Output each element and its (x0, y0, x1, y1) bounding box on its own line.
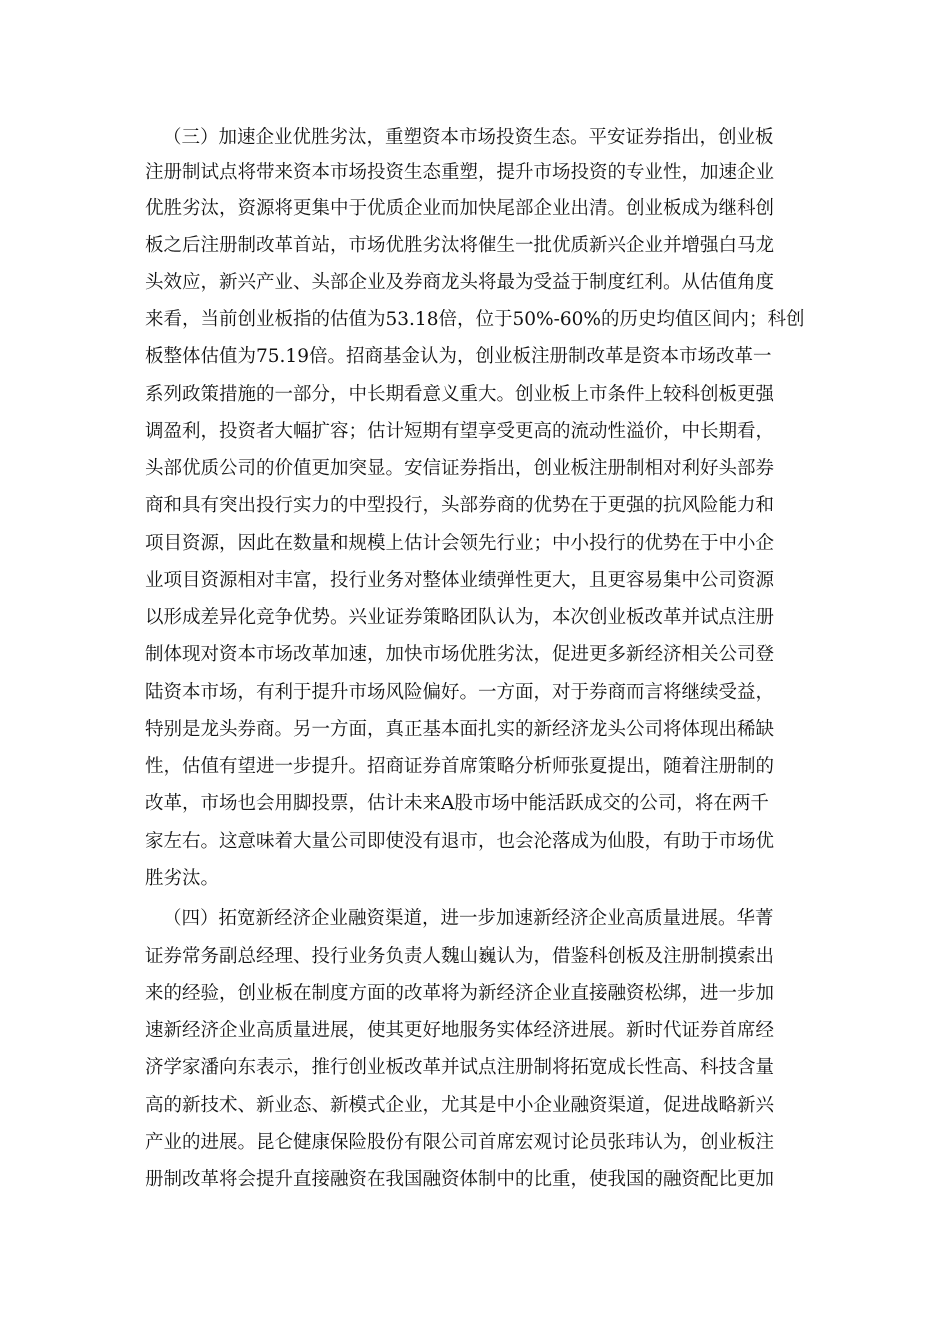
text-line: 项目资源，因此在数量和规模上估计会领先行业；中小投行的优势在于中小企 (145, 533, 775, 554)
text-line: 速新经济企业高质量进展，使其更好地服务实体经济进展。新时代证券首席经 (145, 1020, 775, 1041)
text-line: （四）拓宽新经济企业融资渠道，进一步加速新经济企业高质量进展。华菁 (163, 908, 774, 929)
text-line: 册制改革将会提升直接融资在我国融资体制中的比重，使我国的融资配比更加 (145, 1169, 775, 1190)
text-line: 陆资本市场，有利于提升市场风险偏好。一方面，对于券商而言将继续受益， (145, 682, 775, 703)
text-line: 板整体估值为75.19倍。招商基金认为，创业板注册制改革是资本市场改革一 (145, 346, 772, 367)
text-line: 调盈利，投资者大幅扩容；估计短期有望享受更高的流动性溢价，中长期看， (145, 421, 775, 442)
text-line: 改革，市场也会用脚投票，估计未来A股市场中能活跃成交的公司，将在两千 (145, 793, 769, 814)
text-line: 系列政策措施的一部分，中长期看意义重大。创业板上市条件上较科创板更强 (145, 384, 775, 405)
text-line: 胜劣汰。 (145, 868, 220, 889)
text-line: 头部优质公司的价值更加突显。安信证券指出，创业板注册制相对利好头部券 (145, 458, 775, 479)
text-line: 业项目资源相对丰富，投行业务对整体业绩弹性更大，且更容易集中公司资源 (145, 570, 775, 591)
text-line: 家左右。这意味着大量公司即使没有退市，也会沦落成为仙股，有助于市场优 (145, 831, 775, 852)
text-line: 来看，当前创业板指的估值为53.18倍，位于50%-60%的历史均值区间内；科创 (145, 309, 805, 330)
text-line: 产业的进展。昆仑健康保险股份有限公司首席宏观讨论员张玮认为，创业板注 (145, 1132, 775, 1153)
text-line: 注册制试点将带来资本市场投资生态重塑，提升市场投资的专业性，加速企业 (145, 162, 775, 183)
text-line: 特别是龙头券商。另一方面，真正基本面扎实的新经济龙头公司将体现出稀缺 (145, 719, 775, 740)
text-line: 济学家潘向东表示，推行创业板改革并试点注册制将拓宽成长性高、科技含量 (145, 1057, 775, 1078)
text-line: 头效应，新兴产业、头部企业及券商龙头将最为受益于制度红利。从估值角度 (145, 272, 775, 293)
text-line: 板之后注册制改革首站，市场优胜劣汰将催生一批优质新兴企业并增强白马龙 (145, 235, 775, 256)
text-line: 制体现对资本市场改革加速，加快市场优胜劣汰，促进更多新经济相关公司登 (145, 644, 775, 665)
text-line: （三）加速企业优胜劣汰，重塑资本市场投资生态。平安证券指出，创业板 (163, 127, 774, 148)
text-line: 以形成差异化竞争优势。兴业证券策略团队认为，本次创业板改革并试点注册 (145, 607, 775, 628)
text-line: 性，估值有望进一步提升。招商证券首席策略分析师张夏提出，随着注册制的 (145, 756, 775, 777)
text-line: 来的经验，创业板在制度方面的改革将为新经济企业直接融资松绑，进一步加 (145, 983, 775, 1004)
text-line: 高的新技术、新业态、新模式企业，尤其是中小企业融资渠道，促进战略新兴 (145, 1095, 775, 1116)
text-line: 证券常务副总经理、投行业务负责人魏山巍认为，借鉴科创板及注册制摸索出 (145, 946, 775, 967)
text-line: 商和具有突出投行实力的中型投行，头部券商的优势在于更强的抗风险能力和 (145, 495, 775, 516)
text-line: 优胜劣汰，资源将更集中于优质企业而加快尾部企业出清。创业板成为继科创 (145, 198, 775, 219)
